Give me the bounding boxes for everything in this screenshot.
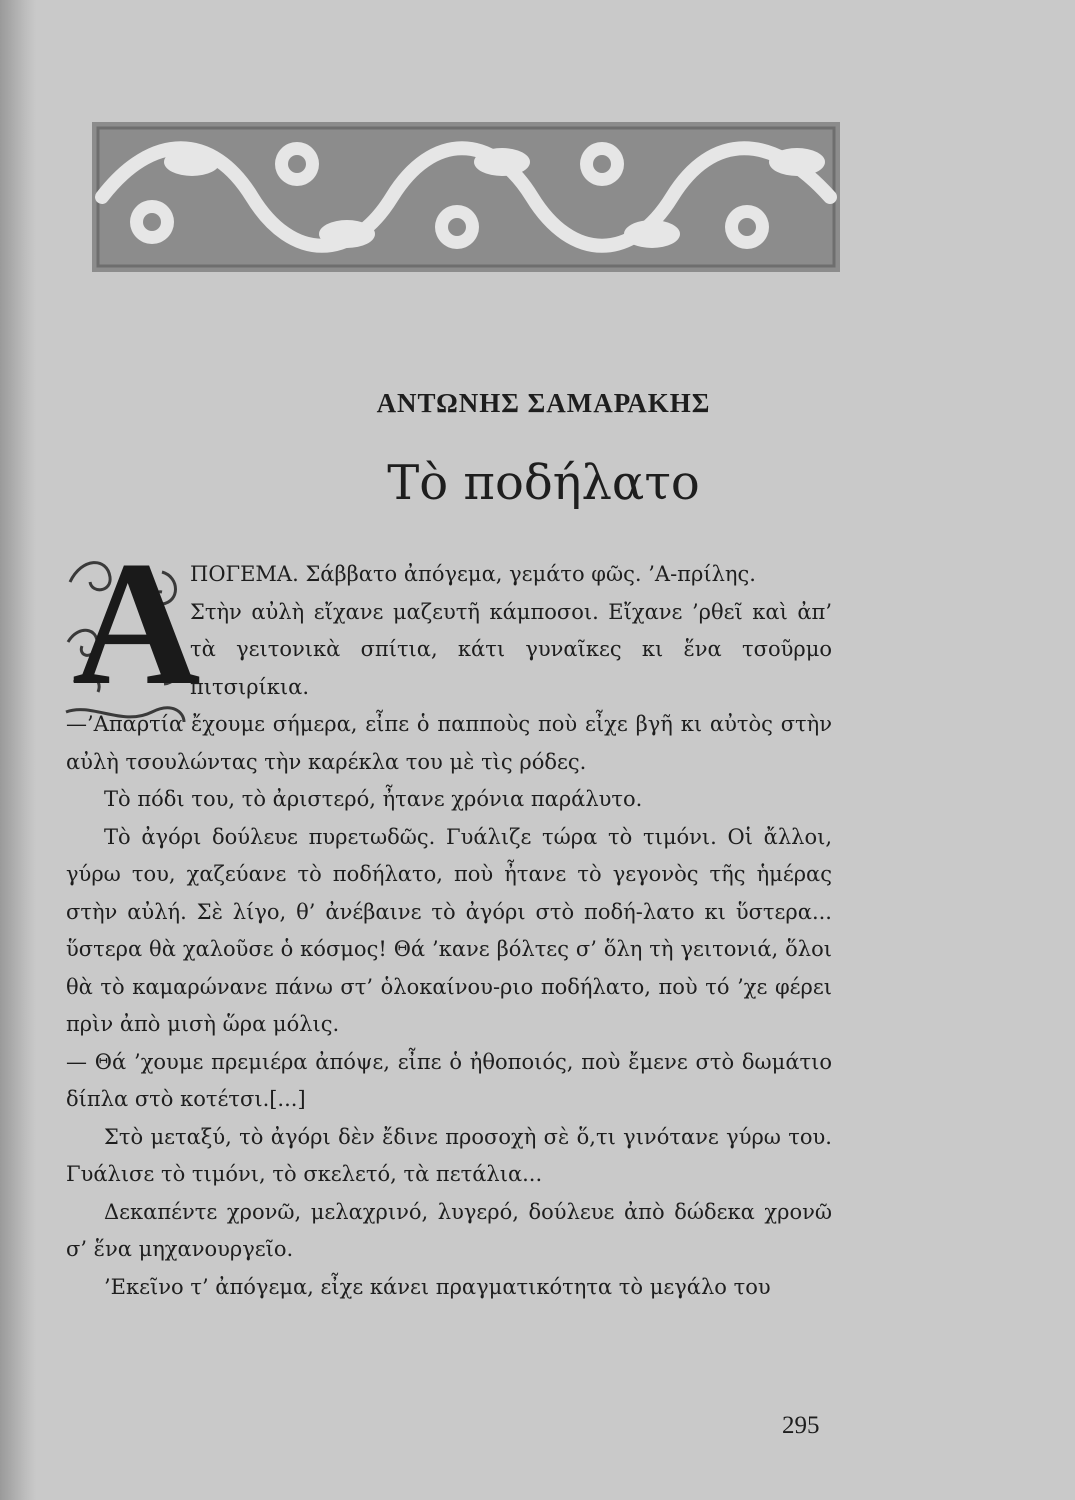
paragraph-age: Δεκαπέντε χρονῶ, μελαχρινό, λυγερό, δούλευε ἀπὸ δώδεκα χρονῶ σ’ ἕνα μηχανουργεῖο. (66, 1199, 832, 1261)
decorative-header-ornament (92, 122, 840, 272)
paragraph-afternoon: ’Εκεῖνο τ’ ἀπόγεμα, εἶχε κάνει πραγματικότητα τὸ μεγάλο του (104, 1274, 771, 1299)
paragraph-meanwhile: Στὸ μεταξύ, τὸ ἀγόρι δὲν ἔδινε προσοχὴ σὲ ὅ,τι γινότανε γύρω του. Γυάλισε τὸ τιμόνι, τὸ σκελετό, τὰ πετάλια... (66, 1124, 832, 1186)
paragraph-boy-working: Τὸ ἀγόρι δούλευε πυρετωδῶς. Γυάλιζε τώρα τὸ τιμόνι. Οἱ ἄλλοι, γύρω του, χαζεύανε τὸ ποδήλατο, ποὺ ἦτανε τὸ γεγονὸς τῆς ἡμέρας στὴν αὐλή. Σὲ λίγο, θ’ ἀνέβαινε τὸ ἀγόρι στὸ ποδή-λατο κι ὕστερα... ὕστερα θὰ χαλοῦσε ὁ κόσμος! Θά ’κανε βόλτες σ’ ὅλη τὴ γειτονιά, ὅλοι θὰ τὸ καμαρώνανε πάνω στ’ ὁλοκαίνου-ριο ποδήλατο, ποὺ τό ’χε φέρει πρὶν ἀπὸ μισὴ ὥρα μόλις. (66, 824, 832, 1036)
page-edge-shadow (0, 0, 36, 1500)
author-name: ΑΝΤΩΝΗΣ ΣΑΜΑΡΑΚΗΣ (376, 388, 711, 418)
dropcap-letter: Α (72, 524, 201, 722)
paragraph-opening: ΠΟΓΕΜΑ. Σάββατο ἀπόγεμα, γεμάτο φῶς. ’Α-πρίλης. (190, 562, 756, 586)
page-number: 295 (782, 1412, 820, 1439)
story-body (66, 556, 832, 1306)
paragraph-courtyard: Στὴν αὐλὴ εἴχανε μαζευτῆ κάμποσοι. Εἴχανε ’ρθεῖ καὶ ἀπ’ τὰ γειτονικὰ σπίτια, κάτι γυναῖκες κι ἕνα τσοῦρμο πιτσιρίκια. (190, 599, 832, 699)
paragraph-grandfather-dialog: —’Απαρτία ἔχουμε σήμερα, εἶπε ὁ παπποὺς ποὺ εἶχε βγῆ κι αὐτὸς στὴν αὐλὴ τσουλώντας τὴν καρέκλα του μὲ τὶς ρόδες. (66, 712, 832, 774)
paragraph-actor-dialog: — Θά ’χουμε πρεμιέρα ἀπόψε, εἶπε ὁ ἠθοποιός, ποὺ ἔμενε στὸ δωμάτιο δίπλα στὸ κοτέτσι.[...] (66, 1049, 832, 1111)
paragraph-leg: Τὸ πόδι του, τὸ ἀριστερό, ἦτανε χρόνια παράλυτο. (104, 787, 643, 811)
story-title: Τὸ ποδήλατο (387, 455, 700, 511)
